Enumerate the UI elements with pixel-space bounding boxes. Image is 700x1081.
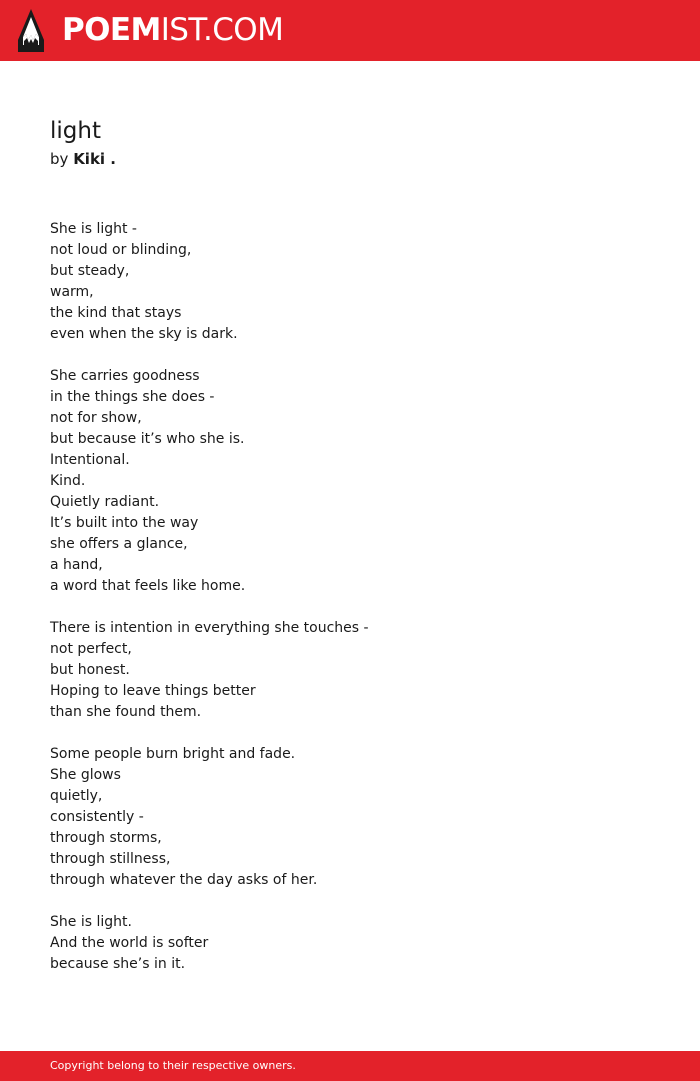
- poem-line: a hand,: [50, 557, 103, 573]
- poem-line: Some people burn bright and fade.: [50, 746, 296, 762]
- poem-title: light: [50, 118, 101, 144]
- poem-line: the kind that stays: [50, 305, 182, 321]
- poem-line: even when the sky is dark.: [50, 326, 238, 342]
- poem-line: There is intention in everything she touches -: [50, 620, 369, 636]
- poem-stanza: [50, 366, 650, 597]
- poem-line: Intentional.: [50, 452, 130, 468]
- poem-line: but because it’s who she is.: [50, 431, 245, 447]
- by-label: by: [50, 150, 69, 168]
- site-logo[interactable]: [62, 12, 283, 48]
- poem-line: not for show,: [50, 410, 142, 426]
- author-name: Kiki .: [73, 150, 116, 168]
- poem-line: through storms,: [50, 830, 162, 846]
- poem-line: but honest.: [50, 662, 130, 678]
- poem-line: Hoping to leave things better: [50, 683, 256, 699]
- poem-line: through stillness,: [50, 851, 171, 867]
- poem-line: because she’s in it.: [50, 956, 186, 972]
- logo-light-text: IST.COM: [160, 12, 284, 48]
- pencil-tip-icon[interactable]: [18, 9, 44, 52]
- poem-line: in the things she does -: [50, 389, 215, 405]
- poem-line: And the world is softer: [50, 935, 209, 951]
- poem-line: She carries goodness: [50, 368, 200, 384]
- poem-stanza: [50, 744, 650, 891]
- poem-line: she offers a glance,: [50, 536, 188, 552]
- logo-bold-text: POEM: [62, 12, 161, 48]
- poem-line: It’s built into the way: [50, 515, 199, 531]
- poem-line: warm,: [50, 284, 94, 300]
- poem-line: She is light -: [50, 221, 137, 237]
- poem-stanza: [50, 912, 650, 975]
- poem-stanza: [50, 618, 650, 723]
- poem-line: a word that feels like home.: [50, 578, 246, 594]
- poem-line: not perfect,: [50, 641, 132, 657]
- poem-line: Kind.: [50, 473, 86, 489]
- poem-line: not loud or blinding,: [50, 242, 192, 258]
- poem-body: [50, 219, 650, 996]
- poem-line: through whatever the day asks of her.: [50, 872, 318, 888]
- poem-line: than she found them.: [50, 704, 202, 720]
- poem-line: She is light.: [50, 914, 132, 930]
- poem-line: but steady,: [50, 263, 130, 279]
- poem-line: Quietly radiant.: [50, 494, 160, 510]
- poem-line: consistently -: [50, 809, 144, 825]
- copyright-text: Copyright belong to their respective owners.: [50, 1059, 296, 1072]
- poem-line: quietly,: [50, 788, 103, 804]
- site-footer: [0, 1051, 700, 1081]
- site-header: [0, 0, 700, 61]
- poem-line: She glows: [50, 767, 121, 783]
- poem-byline: [50, 149, 116, 169]
- poem-stanza: [50, 219, 650, 345]
